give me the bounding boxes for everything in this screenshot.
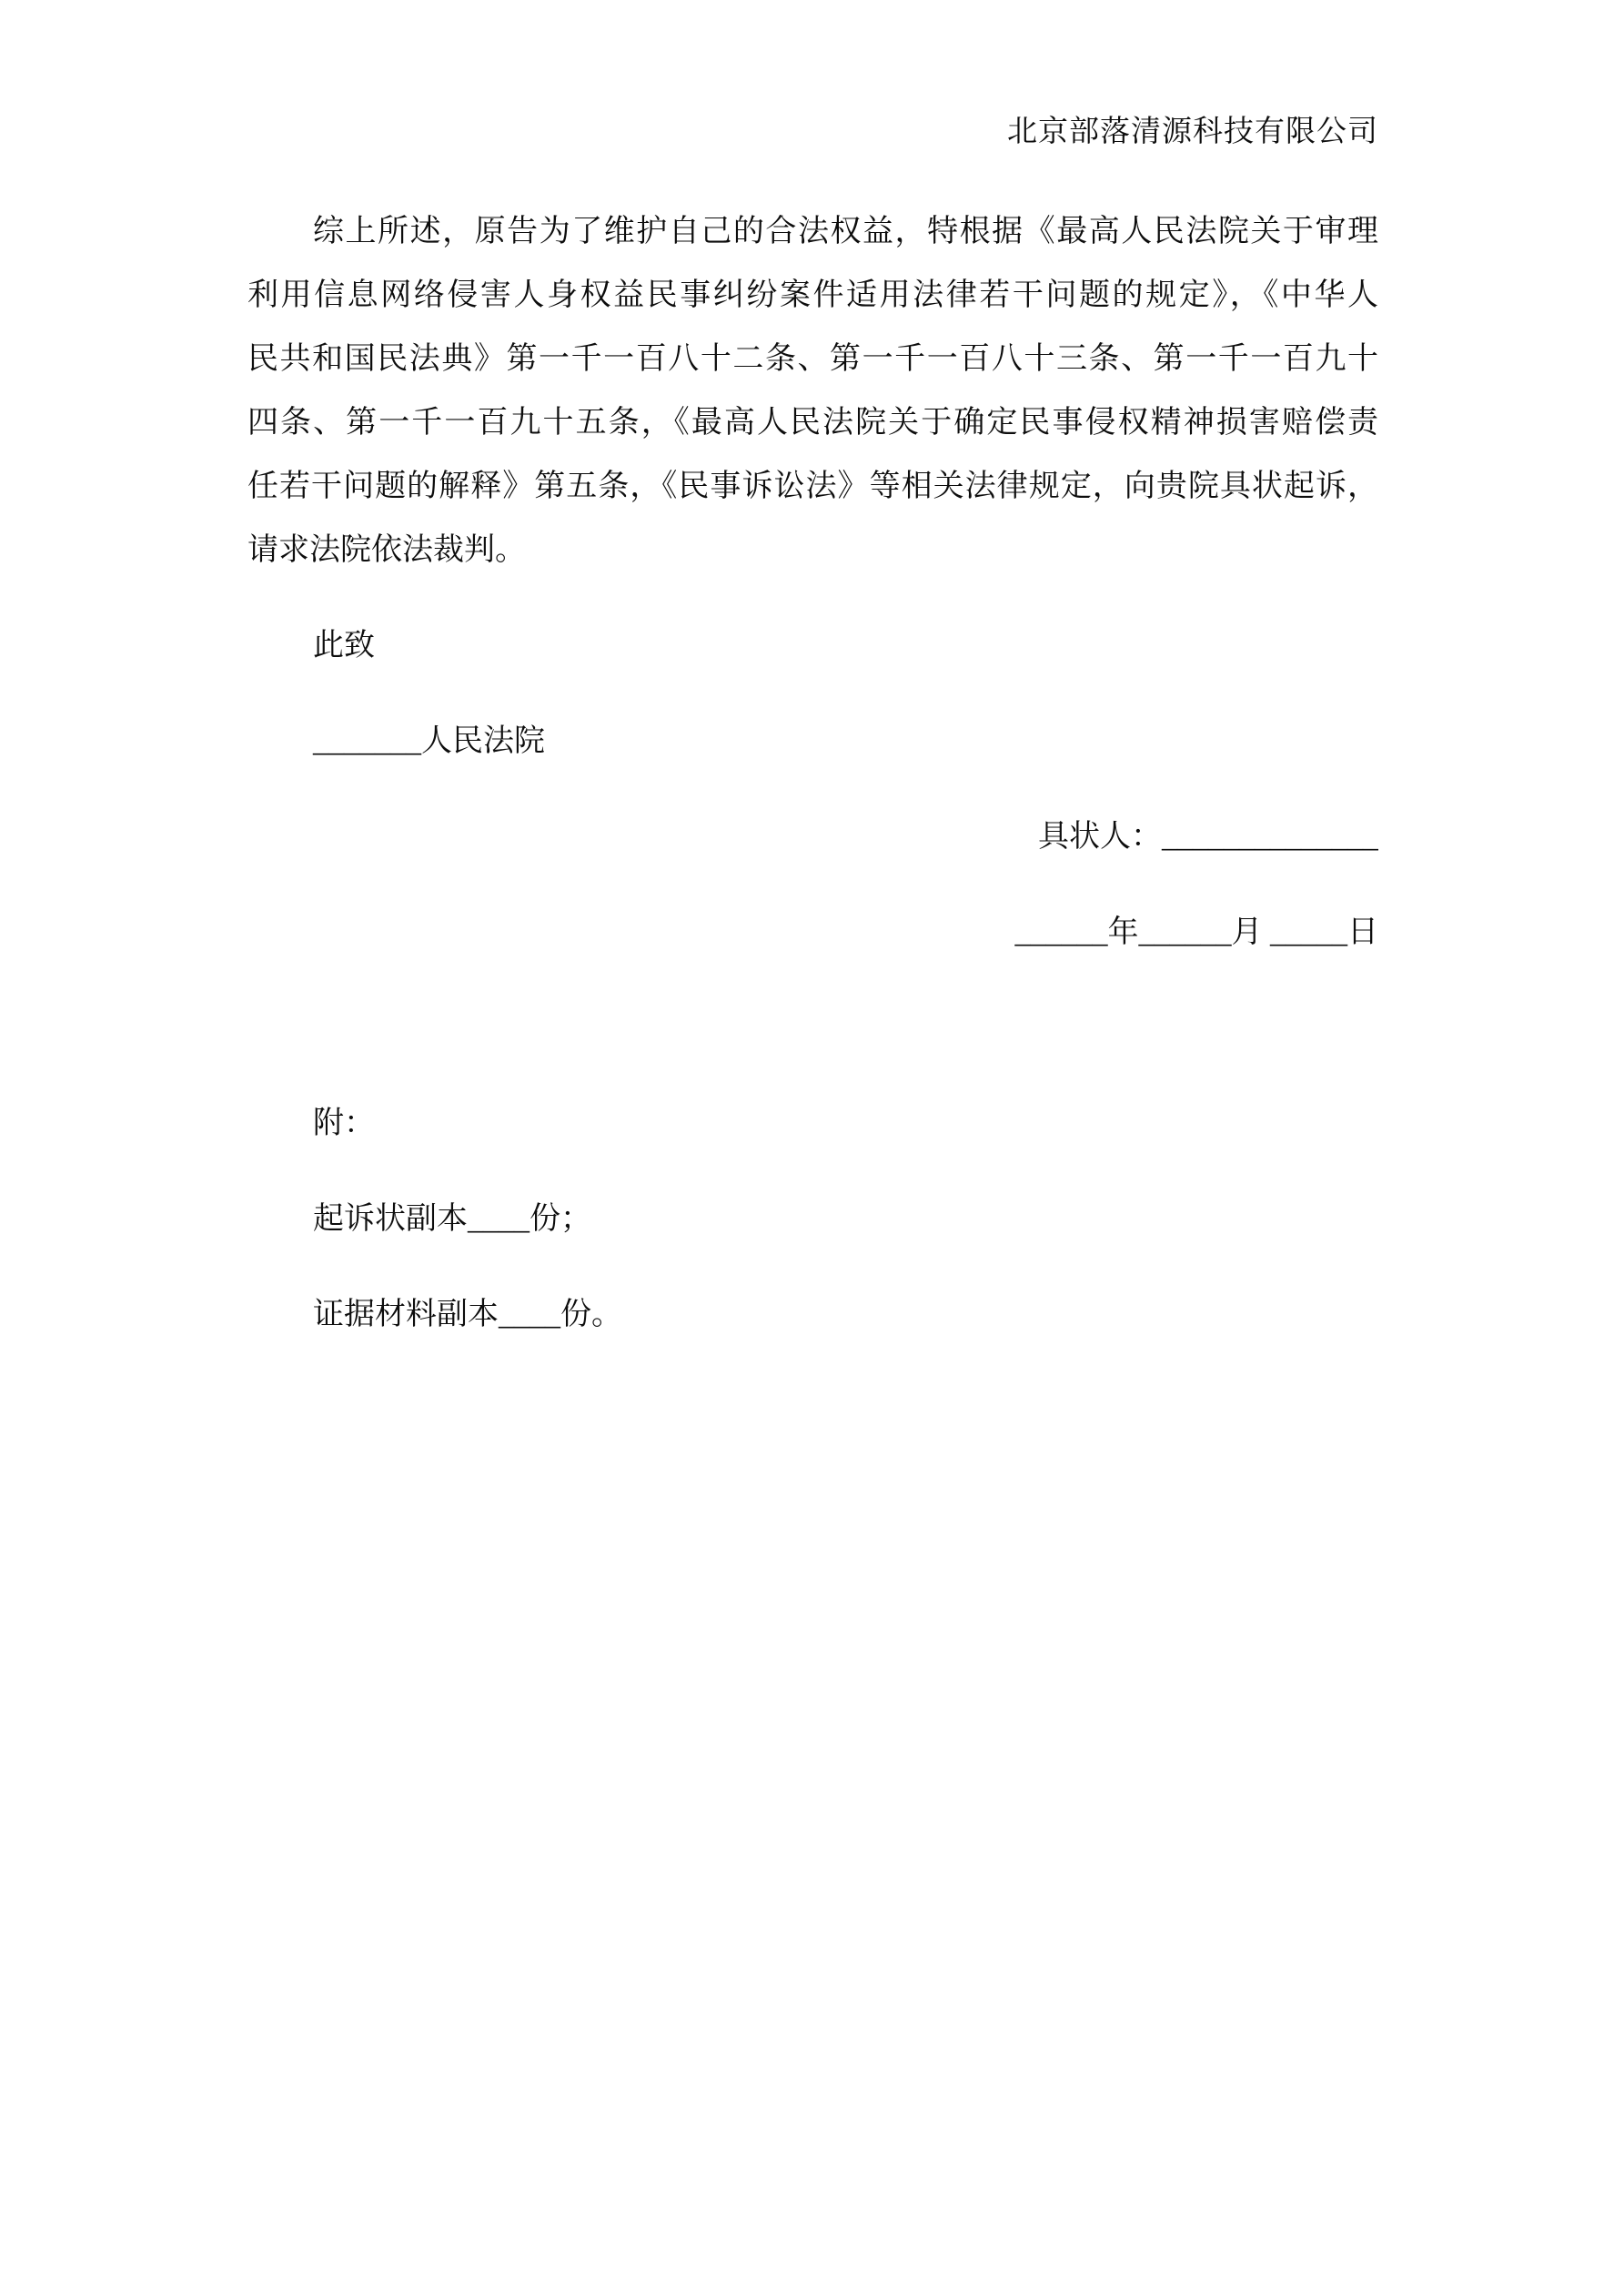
blank-line: [247, 996, 1378, 1060]
salutation: 此致: [313, 629, 375, 663]
attachment-item-2: 证据材料副本____份。: [313, 1298, 622, 1331]
signer-line: 具状人：______________: [1038, 820, 1378, 854]
body-line: 利用信息网络侵害人身权益民事纠纷案件适用法律若干问题的规定》，《中华人: [247, 278, 1378, 312]
body-line: 四条、第一千一百九十五条，《最高人民法院关于确定民事侵权精神损害赔偿责: [247, 406, 1378, 440]
body-line: 民共和国民法典》第一千一百八十二条、第一千一百八十三条、第一千一百九十: [247, 342, 1378, 376]
court-blank-line: _______人民法院: [313, 724, 545, 758]
body-line: 任若干问题的解释》第五条，《民事诉讼法》等相关法律规定，向贵院具状起诉，: [247, 470, 1378, 503]
attachments-heading: 附：: [313, 1107, 375, 1140]
date-line: ______年______月 _____日: [1014, 915, 1378, 949]
body-line: 综上所述，原告为了维护自己的合法权益，特根据《最高人民法院关于审理: [313, 215, 1378, 248]
company-header: 北京部落清源科技有限公司: [1007, 116, 1378, 148]
body-paragraph: [247, 200, 1378, 582]
attachment-item-1: 起诉状副本____份；: [313, 1202, 591, 1236]
body-line: 请求法院依法裁判。: [247, 533, 526, 567]
